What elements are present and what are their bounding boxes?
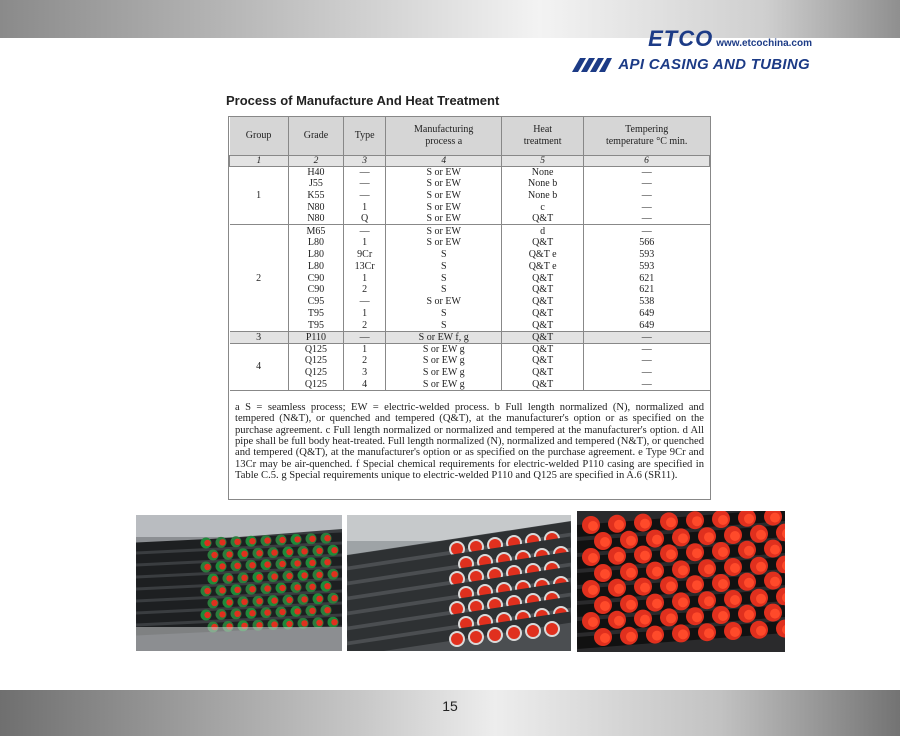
cell-heat: Q&T: [502, 237, 584, 249]
pipe-end: [640, 615, 650, 625]
pipe-end: [730, 531, 740, 541]
pipe-end: [527, 625, 539, 637]
cell-type: —: [344, 296, 386, 308]
pipe-end: [451, 633, 463, 645]
brand-url: www.etcochina.com: [716, 38, 812, 49]
cell-group: 3: [230, 331, 289, 343]
pipe-end: [626, 600, 636, 610]
section-title: API CASING AND TUBING: [618, 56, 810, 73]
pipe-end: [204, 612, 210, 618]
cell-heat: None b: [502, 178, 584, 190]
pipe-end: [652, 631, 662, 641]
table-row: [230, 272, 710, 284]
section-header: [572, 56, 810, 73]
pipe-end: [678, 629, 688, 639]
cell-process: S or EW: [386, 225, 502, 237]
pipe-end: [652, 567, 662, 577]
pipe-end: [256, 574, 262, 580]
pipe-end: [211, 552, 217, 558]
column-number: 4: [386, 155, 502, 166]
pipe-end: [756, 530, 766, 540]
cell-temper: —: [583, 331, 709, 343]
header-heat: [502, 117, 584, 155]
column-number: 2: [288, 155, 344, 166]
pipe-end: [678, 565, 688, 575]
header-group: Group: [230, 117, 289, 155]
cell-type: 1: [344, 308, 386, 320]
pipe-end: [730, 627, 740, 637]
cell-type: —: [344, 190, 386, 202]
cell-temper: —: [583, 166, 709, 178]
table-footnotes: a S = seamless process; EW = electric-welded process. b Full length normalized (N), normalized and tempered (N&T), or quenched and tempered (Q&T), at the manufacturer's option or as specified on the purchase agreement. c Full length normalized or normalized and tempered at the manufacturer's option. d All pipe shall be full body heat-treated. Full length normalized (N), normalized and tempered (N&T), or quenched and tempered (Q&T), at the manufacturer's option or as specified on the purchase agreement. e Type 9Cr and 13Cr may be air-quenched. f Special chemical requirements for electric-welded P110 casing are specified in Table C.5. g Special requirements unique to electric-welded P110 and Q125 are specified in A.6 (SR11).: [235, 401, 704, 482]
pipe-end: [744, 578, 754, 588]
table-row: [230, 237, 710, 249]
cell-temper: 593: [583, 249, 709, 261]
pipe-end: [211, 600, 217, 606]
cell-type: 1: [344, 343, 386, 355]
pipe-end: [666, 581, 676, 591]
table-header-row: [230, 117, 710, 155]
table-row: [230, 319, 710, 331]
cell-process: S or EW: [386, 296, 502, 308]
cell-type: —: [344, 166, 386, 178]
pipe-end: [249, 562, 255, 568]
cell-type: 2: [344, 319, 386, 331]
page-title: Process of Manufacture And Heat Treatment: [226, 93, 500, 108]
pipe-end: [294, 536, 300, 542]
pipe-end: [692, 548, 702, 558]
pipe-end: [652, 535, 662, 545]
cell-grade: Q125: [288, 355, 344, 367]
cell-process: S: [386, 249, 502, 261]
cell-temper: —: [583, 201, 709, 213]
cell-temper: 593: [583, 260, 709, 272]
pipe-end: [692, 612, 702, 622]
pipe-end: [286, 621, 292, 627]
cell-process: S or EW f, g: [386, 331, 502, 343]
cell-temper: —: [583, 379, 709, 391]
pipe-end: [770, 513, 780, 523]
pipe-end: [588, 617, 598, 627]
cell-type: 9Cr: [344, 249, 386, 261]
pipe-end: [309, 584, 315, 590]
table-row: [230, 367, 710, 379]
pipe-end: [718, 579, 728, 589]
pipe-end: [614, 584, 624, 594]
pipe-end: [286, 597, 292, 603]
pipe-end: [324, 559, 330, 565]
table-row: [230, 331, 710, 343]
column-number-row: [230, 155, 710, 166]
pipe-end: [704, 532, 714, 542]
cell-process: S: [386, 284, 502, 296]
cell-heat: Q&T: [502, 296, 584, 308]
cell-process: S or EW: [386, 190, 502, 202]
cell-temper: 621: [583, 272, 709, 284]
pipe-end: [770, 545, 780, 555]
pipe-end: [331, 571, 337, 577]
pipe-end: [626, 632, 636, 642]
cell-grade: T95: [288, 308, 344, 320]
header-temper: [583, 117, 709, 155]
etco-logo: ETCO: [648, 26, 714, 51]
cell-process: S or EW: [386, 213, 502, 225]
pipe-end: [489, 629, 501, 641]
cell-group: 1: [230, 166, 289, 225]
pipe-end: [600, 569, 610, 579]
column-number: 6: [583, 155, 709, 166]
pipe-end: [704, 596, 714, 606]
pipe-end: [678, 533, 688, 543]
pipe-end: [226, 599, 232, 605]
pipe-end: [219, 539, 225, 545]
stripes-icon: [572, 58, 612, 72]
pipe-end: [271, 573, 277, 579]
cell-process: S or EW: [386, 237, 502, 249]
pipe-photo-stacked: [577, 511, 785, 652]
pipe-end: [301, 548, 307, 554]
pipe-end: [264, 537, 270, 543]
cell-type: Q: [344, 213, 386, 225]
table-row: [230, 190, 710, 202]
cell-process: S or EW: [386, 166, 502, 178]
table-row: [230, 284, 710, 296]
table-row: [230, 201, 710, 213]
pipe-end: [600, 601, 610, 611]
pipe-end: [226, 551, 232, 557]
cell-heat: Q&T: [502, 331, 584, 343]
pipe-end: [316, 548, 322, 554]
cell-heat: d: [502, 225, 584, 237]
cell-group: 2: [230, 225, 289, 331]
pipe-end: [279, 609, 285, 615]
cell-grade: C95: [288, 296, 344, 308]
pipe-end: [309, 560, 315, 566]
pipe-end: [294, 584, 300, 590]
pipe-end: [234, 539, 240, 545]
pipe-end: [704, 628, 714, 638]
cell-temper: —: [583, 343, 709, 355]
cell-heat: Q&T: [502, 213, 584, 225]
pipe-photo-green-couplings: [136, 515, 342, 651]
pipe-end: [256, 598, 262, 604]
heat-treatment-table: [229, 117, 710, 391]
pipe-end: [226, 575, 232, 581]
cell-heat: Q&T e: [502, 249, 584, 261]
cell-grade: C90: [288, 272, 344, 284]
cell-grade: M65: [288, 225, 344, 237]
pipe-end: [249, 586, 255, 592]
cell-heat: Q&T: [502, 367, 584, 379]
pipe-end: [614, 520, 624, 530]
column-number: 5: [502, 155, 584, 166]
pipe-end: [301, 596, 307, 602]
pipe-end: [730, 595, 740, 605]
cell-type: —: [344, 225, 386, 237]
cell-grade: K55: [288, 190, 344, 202]
cell-grade: L80: [288, 260, 344, 272]
cell-grade: Q125: [288, 379, 344, 391]
cell-process: S or EW g: [386, 355, 502, 367]
cell-grade: J55: [288, 178, 344, 190]
pipe-end: [294, 560, 300, 566]
pipe-end: [264, 609, 270, 615]
cell-type: 1: [344, 237, 386, 249]
cell-temper: —: [583, 213, 709, 225]
cell-temper: 621: [583, 284, 709, 296]
spec-table-box: [228, 116, 711, 500]
pipe-end: [756, 562, 766, 572]
cell-process: S: [386, 260, 502, 272]
pipe-end: [718, 547, 728, 557]
cell-grade: C90: [288, 284, 344, 296]
pipe-end: [331, 595, 337, 601]
pipe-end: [316, 596, 322, 602]
cell-grade: L80: [288, 249, 344, 261]
pipe-end: [756, 626, 766, 636]
cell-type: 1: [344, 201, 386, 213]
cell-temper: 649: [583, 319, 709, 331]
pipe-end: [640, 583, 650, 593]
pipe-end: [614, 552, 624, 562]
header-heat-line1: Heat: [533, 123, 553, 135]
cell-temper: 649: [583, 308, 709, 320]
pipe-end: [256, 550, 262, 556]
pipe-end: [271, 549, 277, 555]
pipe-end: [234, 563, 240, 569]
pipe-end: [666, 517, 676, 527]
cell-temper: —: [583, 355, 709, 367]
cell-type: —: [344, 178, 386, 190]
pipe-end: [640, 519, 650, 529]
cell-process: S or EW: [386, 201, 502, 213]
pipe-end: [324, 583, 330, 589]
cell-type: —: [344, 331, 386, 343]
cell-group: 4: [230, 343, 289, 390]
pipe-end: [204, 540, 210, 546]
cell-heat: Q&T: [502, 308, 584, 320]
pipe-end: [301, 620, 307, 626]
cell-type: 2: [344, 355, 386, 367]
pipe-end: [470, 631, 482, 643]
cell-process: S or EW g: [386, 343, 502, 355]
pipe-end: [234, 587, 240, 593]
cell-process: S or EW g: [386, 379, 502, 391]
pipe-end: [271, 621, 277, 627]
pipe-end: [704, 564, 714, 574]
pipe-end: [264, 561, 270, 567]
cell-heat: Q&T: [502, 343, 584, 355]
header-grade: Grade: [288, 117, 344, 155]
pipe-end: [666, 549, 676, 559]
brand-block: [648, 26, 812, 52]
pipe-end: [241, 599, 247, 605]
cell-type: 4: [344, 379, 386, 391]
table-row: [230, 296, 710, 308]
cell-grade: H40: [288, 166, 344, 178]
pipe-end: [241, 551, 247, 557]
pipe-end: [666, 613, 676, 623]
cell-grade: L80: [288, 237, 344, 249]
pipe-end: [294, 608, 300, 614]
cell-temper: —: [583, 190, 709, 202]
cell-type: 2: [344, 284, 386, 296]
pipe-end: [600, 537, 610, 547]
table-row: [230, 308, 710, 320]
pipe-end: [264, 585, 270, 591]
pipe-end: [279, 537, 285, 543]
cell-heat: None b: [502, 190, 584, 202]
table-body: [230, 155, 710, 390]
cell-grade: Q125: [288, 343, 344, 355]
cell-process: S or EW: [386, 178, 502, 190]
cell-grade: N80: [288, 201, 344, 213]
pipe-end: [600, 633, 610, 643]
pipe-end: [588, 585, 598, 595]
page-number: 15: [442, 698, 458, 714]
table-row: [230, 260, 710, 272]
pipe-end: [331, 547, 337, 553]
cell-heat: Q&T: [502, 272, 584, 284]
cell-process: S: [386, 319, 502, 331]
pipe-photo-red-caps: [347, 515, 571, 651]
pipe-end: [614, 616, 624, 626]
cell-heat: Q&T e: [502, 260, 584, 272]
cell-type: 13Cr: [344, 260, 386, 272]
pipe-end: [286, 573, 292, 579]
pipe-end: [718, 611, 728, 621]
pipe-end: [770, 609, 780, 619]
cell-grade: T95: [288, 319, 344, 331]
cell-process: S or EW g: [386, 367, 502, 379]
pipe-end: [652, 599, 662, 609]
pipe-end: [309, 536, 315, 542]
table-row: [230, 355, 710, 367]
cell-temper: —: [583, 178, 709, 190]
header-temper-line2: temperature °C min.: [605, 135, 688, 147]
pipe-end: [241, 575, 247, 581]
cell-grade: N80: [288, 213, 344, 225]
pipe-end: [770, 577, 780, 587]
table-row: [230, 343, 710, 355]
header-process-line2: process a: [425, 135, 463, 147]
pipe-end: [730, 563, 740, 573]
cell-type: 1: [344, 272, 386, 284]
pipe-end: [316, 572, 322, 578]
pipe-end: [718, 515, 728, 525]
pipe-end: [324, 535, 330, 541]
pipe-end: [626, 536, 636, 546]
column-number: 3: [344, 155, 386, 166]
cell-grade: Q125: [288, 367, 344, 379]
header-process-line1: Manufacturing: [414, 123, 474, 135]
header-temper-line1: Tempering: [625, 123, 669, 135]
pipe-end: [324, 607, 330, 613]
pipe-end: [219, 587, 225, 593]
cell-process: S: [386, 272, 502, 284]
cell-heat: Q&T: [502, 355, 584, 367]
header-type: Type: [344, 117, 386, 155]
pipe-end: [692, 516, 702, 526]
pipe-end: [219, 611, 225, 617]
pipe-end: [286, 549, 292, 555]
pipe-end: [756, 594, 766, 604]
pipe-end: [204, 564, 210, 570]
pipe-end: [279, 585, 285, 591]
pipe-end: [309, 608, 315, 614]
pipe-end: [744, 610, 754, 620]
table-row: [230, 225, 710, 237]
cell-heat: c: [502, 201, 584, 213]
pipe-end: [588, 553, 598, 563]
pipe-end: [678, 597, 688, 607]
cell-process: S: [386, 308, 502, 320]
pipe-end: [211, 576, 217, 582]
cell-temper: 538: [583, 296, 709, 308]
pipe-end: [626, 568, 636, 578]
table-row: [230, 249, 710, 261]
table-row: [230, 178, 710, 190]
cell-heat: Q&T: [502, 319, 584, 331]
table-row: [230, 213, 710, 225]
cell-heat: None: [502, 166, 584, 178]
cell-type: 3: [344, 367, 386, 379]
pipe-end: [640, 551, 650, 561]
pipe-end: [546, 623, 558, 635]
pipe-end: [508, 627, 520, 639]
cell-grade: P110: [288, 331, 344, 343]
pipe-end: [204, 588, 210, 594]
pipe-end: [316, 620, 322, 626]
cell-heat: Q&T: [502, 379, 584, 391]
cell-temper: —: [583, 367, 709, 379]
cell-heat: Q&T: [502, 284, 584, 296]
pipe-end: [234, 611, 240, 617]
header-process: [386, 117, 502, 155]
pipe-end: [279, 561, 285, 567]
header-heat-line2: treatment: [523, 135, 562, 147]
pipe-end: [249, 538, 255, 544]
pipe-end: [219, 563, 225, 569]
pipe-end: [744, 546, 754, 556]
cell-temper: —: [583, 225, 709, 237]
pipe-end: [588, 521, 598, 531]
cell-temper: 566: [583, 237, 709, 249]
pipe-end: [271, 597, 277, 603]
pipe-end: [331, 619, 337, 625]
column-number: 1: [230, 155, 289, 166]
table-row: [230, 379, 710, 391]
pipe-end: [301, 572, 307, 578]
pipe-end: [744, 514, 754, 524]
pipe-end: [249, 610, 255, 616]
table-row: [230, 166, 710, 178]
pipe-end: [692, 580, 702, 590]
